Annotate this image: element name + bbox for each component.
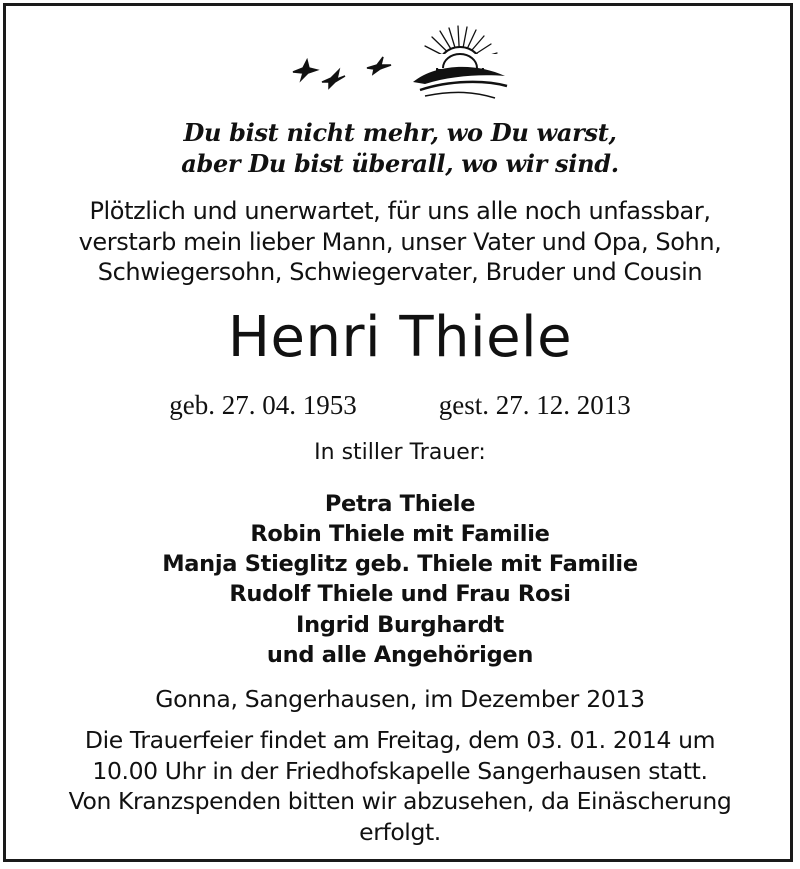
intro-line-3: Schwiegersohn, Schwiegervater, Bruder und Cousin	[97, 258, 703, 286]
notice-line-1: Die Trauerfeier findet am Freitag, dem 03. 01. 2014 um	[84, 726, 716, 754]
notice-line-3: Von Kranzspenden bitten wir abzusehen, da Einäscherung	[68, 787, 732, 815]
mourning-label: In stiller Trauer:	[314, 440, 486, 465]
family-member: Robin Thiele mit Familie	[250, 521, 550, 547]
family-member: Petra Thiele	[324, 491, 476, 517]
family-member: Rudolf Thiele und Frau Rosi	[229, 581, 571, 607]
intro-line-2: verstarb mein lieber Mann, unser Vater und Opa, Sohn,	[78, 228, 722, 256]
life-dates	[0, 390, 800, 421]
quote-line-1: Du bist nicht mehr, wo Du warst,	[183, 118, 617, 147]
birth-date: geb. 27. 04. 1953	[169, 390, 357, 420]
family-member: Ingrid Burghardt	[296, 612, 504, 638]
intro-line-1: Plötzlich und unerwartet, für uns alle noch unfassbar,	[89, 197, 711, 225]
notice-line-4: erfolgt.	[359, 818, 441, 846]
quote-line-2: aber Du bist überall, wo wir sind.	[181, 149, 619, 178]
place-and-date: Gonna, Sangerhausen, im Dezember 2013	[155, 685, 645, 713]
birds-and-sunset-icon	[285, 24, 510, 104]
family-member: und alle Angehörigen	[266, 642, 534, 668]
death-date: gest. 27. 12. 2013	[438, 390, 631, 420]
family-member: Manja Stieglitz geb. Thiele mit Familie	[162, 551, 638, 577]
deceased-name: Henri Thiele	[227, 305, 573, 370]
notice-line-2: 10.00 Uhr in der Friedhofskapelle Sangerhausen statt.	[92, 757, 708, 785]
